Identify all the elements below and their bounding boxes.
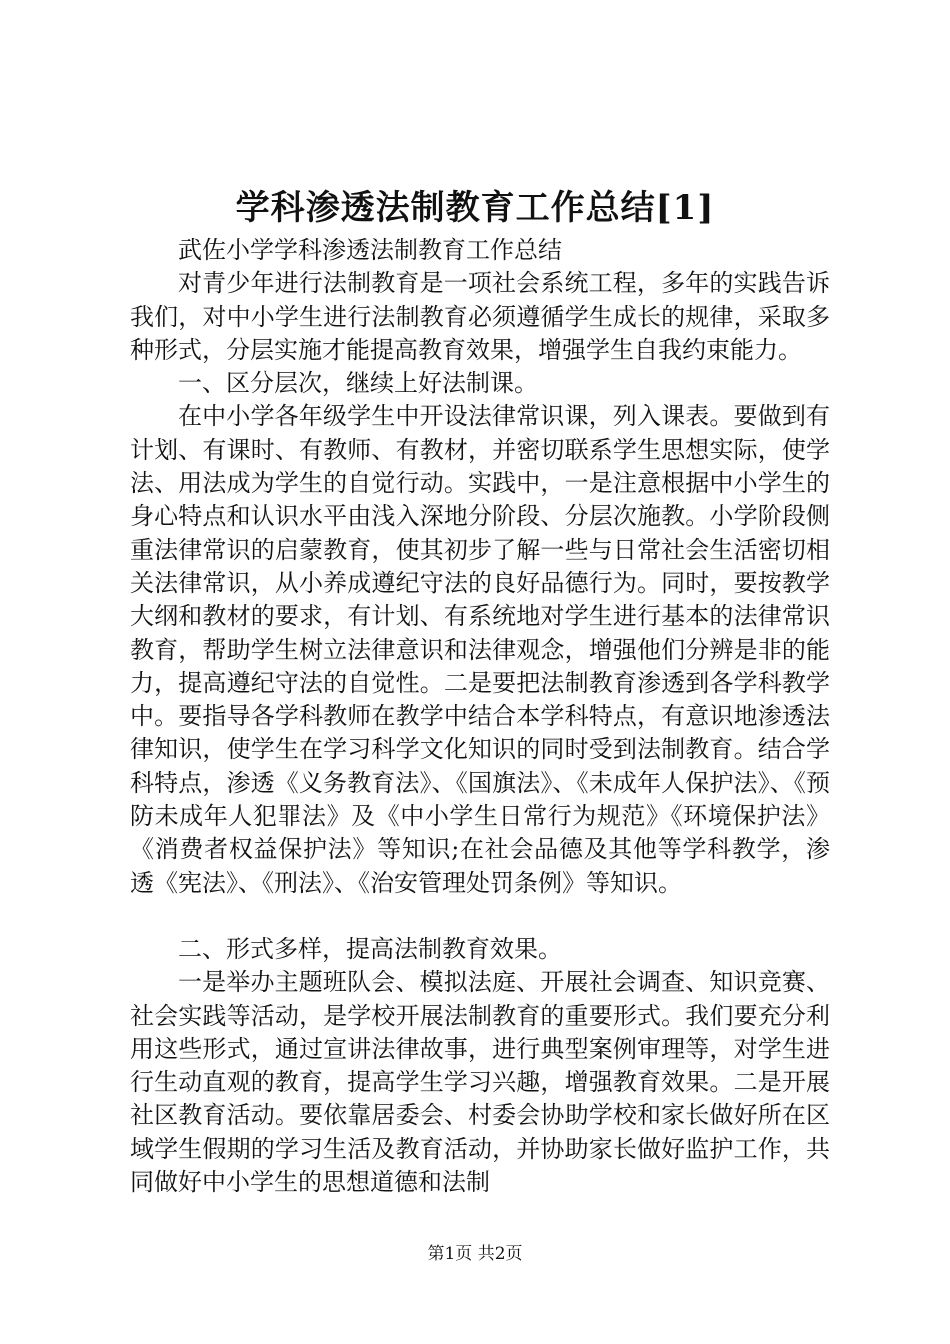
section-heading-2: 二、形式多样，提高法制教育效果。 <box>178 934 562 963</box>
section-heading-1: 一、区分层次，继续上好法制课。 <box>178 369 538 398</box>
intro-paragraph: 对青少年进行法制教育是一项社会系统工程，多年的实践告诉我们，对中小学生进行法制教育必须遵循学生成长的规律，采取多种形式，分层实施才能提高教育效果，增强学生自我约束能力。 <box>130 269 830 364</box>
document-body <box>130 234 830 1199</box>
document-title: 学科渗透法制教育工作总结[1] <box>235 188 715 228</box>
section-2-paragraph: 一是举办主题班队会、模拟法庭、开展社会调查、知识竞赛、社会实践等活动，是学校开展法制教育的重要形式。我们要充分利用这些形式，通过宣讲法律故事，进行典型案例审理等，对学生进行生动直观的教育，提高学生学习兴趣，增强教育效果。二是开展社区教育活动。要依靠居委会、村委会协助学校和家长做好所在区域学生假期的学习生活及教育活动，并协助家长做好监护工作，共同做好中小学生的思想道德和法制 <box>130 968 830 1197</box>
subtitle-paragraph: 武佐小学学科渗透法制教育工作总结 <box>178 236 562 264</box>
page-footer: 第1页 共2页 <box>427 1244 523 1264</box>
section-1-paragraph: 在中小学各年级学生中开设法律常识课，列入课表。要做到有计划、有课时、有教师、有教材，并密切联系学生思想实际，使学法、用法成为学生的自觉行动。实践中，一是注意根据中小学生的身心特点和认识水平由浅入深地分阶段、分层次施教。小学阶段侧重法律常识的启蒙教育，使其初步了解一些与日常社会生活密切相关法律常识，从小养成遵纪守法的良好品德行为。同时，要按教学大纲和教材的要求，有计划、有系统地对学生进行基本的法律常识教育，帮助学生树立法律意识和法律观念，增强他们分辨是非的能力，提高遵纪守法的自觉性。二是要把法制教育渗透到各学科教学中。要指导各学科教师在教学中结合本学科特点，有意识地渗透法律知识，使学生在学习科学文化知识的同时受到法制教育。结合学科特点，渗透《义务教育法》、《国旗法》、《未成年人保护法》、《预防未成年人犯罪法》及《中小学生日常行为规范》《环境保护法》《消费者权益保护法》等知识;在社会品德及其他等学科教学，渗透《宪法》、《刑法》、《治安管理处罚条例》等知识。 <box>130 402 830 897</box>
